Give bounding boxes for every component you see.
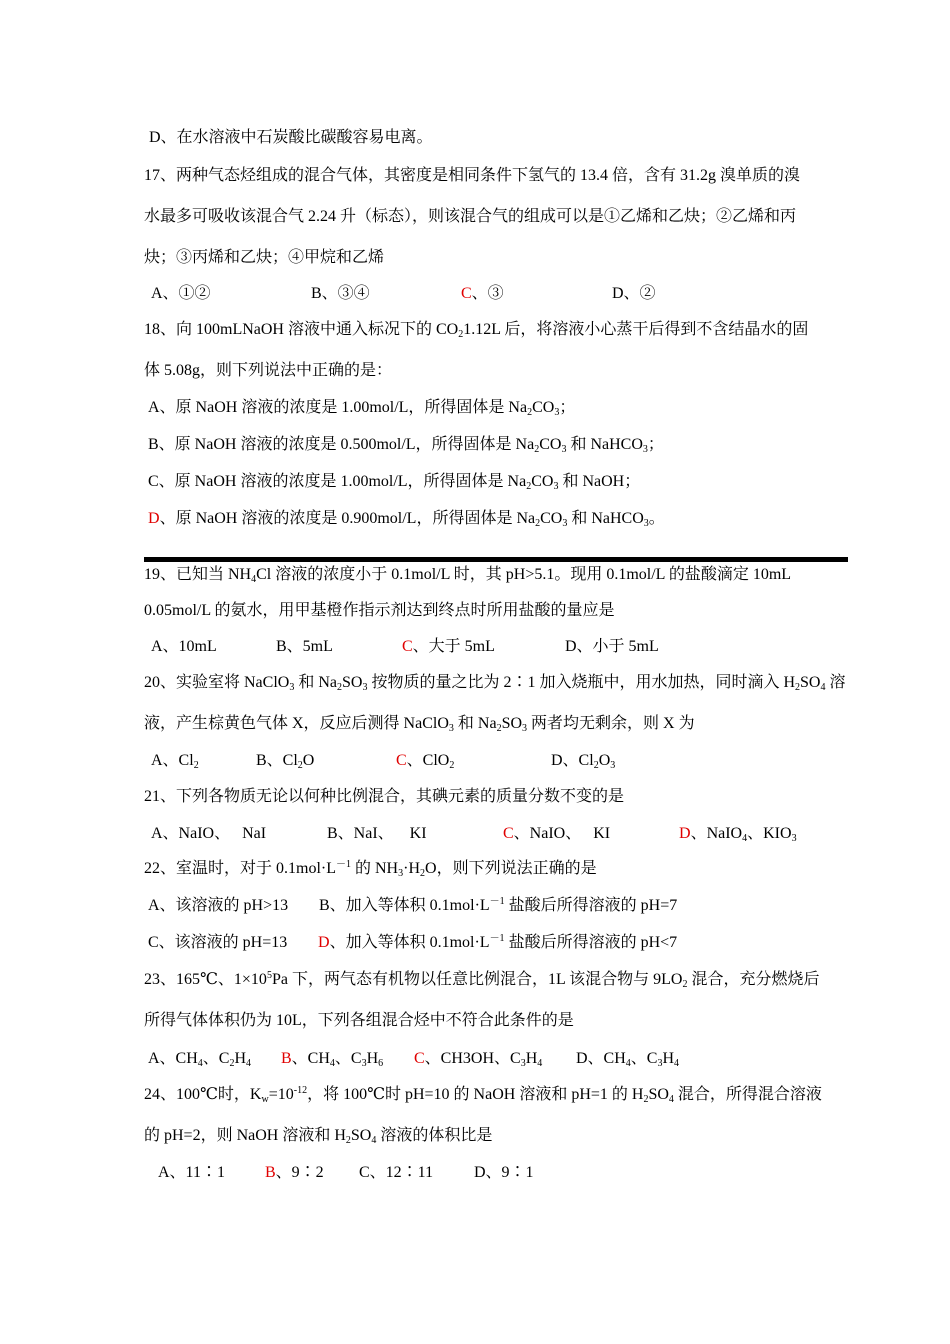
question-text: SO: [648, 1086, 669, 1103]
option-text: 盐酸后所得溶液的 pH<7: [504, 934, 678, 951]
question-text: 两者均无剩余，则 X 为: [527, 715, 695, 732]
subscript: 2: [593, 760, 599, 771]
subscript: 3: [362, 682, 368, 693]
option-text: 、③: [471, 285, 504, 302]
superscript: 5: [266, 970, 272, 981]
answer-marker: C: [503, 825, 514, 842]
q21-option-b: [327, 824, 427, 844]
subscript: 4: [251, 574, 257, 585]
question-text: 水最多可吸收该混合气 2.24 升（标态），则该混合气的组成可以是①乙烯和乙炔；②乙烯和丙: [144, 208, 797, 225]
q23-option-d: [576, 1049, 679, 1069]
subscript: 4: [625, 1058, 631, 1069]
option-text: D、9∶1: [474, 1164, 534, 1181]
answer-marker: D: [148, 510, 160, 527]
question-text: ，将 100℃时 pH=10 的 NaOH 溶液和 pH=1 的 H: [307, 1086, 644, 1103]
subscript: 3: [448, 723, 454, 734]
q17-stem-line-1: [144, 166, 800, 186]
option-text: 、加入等体积 0.1mol·L: [329, 934, 490, 951]
question-text: O，则下列说法正确的是: [425, 860, 597, 877]
subscript: w: [261, 1094, 269, 1105]
q18-option-a: [148, 398, 575, 418]
option-text: B、Cl: [256, 752, 298, 769]
q21-option-a: [151, 824, 266, 844]
q16-option-d: [149, 128, 433, 148]
subscript: 3: [553, 481, 559, 492]
question-text: 体 5.08g，则下列说法中正确的是：: [144, 362, 393, 379]
subscript: 3: [791, 833, 797, 844]
question-text: 1.12L 后，将溶液小心蒸干后得到不含结晶水的固: [463, 321, 809, 338]
option-text: D、在水溶液中石炭酸比碳酸容易电离。: [149, 129, 433, 146]
subscript: 2: [337, 682, 343, 693]
question-text: SO: [800, 674, 821, 691]
q24-option-a: [158, 1163, 225, 1183]
option-text: D、CH: [576, 1050, 626, 1067]
subscript: 2: [297, 760, 303, 771]
question-text: ·H: [403, 860, 421, 877]
option-text: CO: [539, 436, 562, 453]
question-text: 所得气体体积仍为 10L，下列各组混合烃中不符合此条件的是: [144, 1012, 574, 1029]
answer-marker: B: [265, 1164, 276, 1181]
option-text: C、该溶液的 pH=13: [148, 934, 288, 951]
question-text: SO: [350, 1127, 372, 1144]
answer-marker: D: [318, 934, 330, 951]
q20-option-a: [151, 751, 199, 771]
q24-option-c: [359, 1163, 433, 1183]
option-text: 、NaIO: [690, 825, 743, 842]
subscript: 3: [657, 1058, 663, 1069]
option-text: 、CH: [291, 1050, 330, 1067]
answer-marker: B: [281, 1050, 292, 1067]
subscript: 3: [642, 444, 648, 455]
option-text: D、小于 5mL: [565, 638, 659, 655]
question-text: 按物质的量之比为 2∶1 加入烧瓶中，用水加热，同时滴入 H: [367, 674, 796, 691]
q18-option-d: [148, 509, 665, 529]
subscript: 2: [229, 1058, 235, 1069]
subscript: 2: [496, 723, 502, 734]
question-text: 溶: [825, 674, 846, 691]
question-text: Cl 溶液的浓度小于 0.1mol/L 时，其 pH>5.1。现用 0.1mol/L 的盐酸滴定 10mL: [256, 566, 792, 583]
option-text: 。: [648, 510, 665, 527]
subscript: 4: [742, 833, 748, 844]
option-text: A、该溶液的 pH>13: [148, 897, 289, 914]
option-text: A、CH: [148, 1050, 198, 1067]
subscript: 2: [535, 518, 541, 529]
subscript: 4: [537, 1058, 543, 1069]
q20-stem-line-2: [144, 714, 695, 734]
option-text: 、C: [334, 1050, 362, 1067]
q18-stem-line-2: [144, 361, 392, 381]
q23-stem-line-1: [144, 970, 819, 990]
section-divider: [144, 557, 848, 562]
q19-option-a: [151, 637, 217, 657]
superscript: －1: [489, 896, 505, 907]
q17-option-d: [612, 284, 656, 304]
option-text: 和 NaHCO: [566, 436, 643, 453]
q17-option-b: [311, 284, 370, 304]
subscript: 2: [534, 444, 540, 455]
option-text: 、C: [630, 1050, 658, 1067]
subscript: 4: [197, 1058, 203, 1069]
option-text: 、9∶2: [275, 1164, 324, 1181]
question-text: SO: [342, 674, 363, 691]
option-text: B、③④: [311, 285, 370, 302]
subscript: 4: [674, 1058, 680, 1069]
option-text: C、12∶11: [359, 1164, 434, 1181]
option-text: H: [234, 1050, 247, 1067]
q22-option-b: [319, 896, 677, 916]
subscript: 3: [289, 682, 295, 693]
question-text: 17、两种气态烃组成的混合气体，其密度是相同条件下氢气的 13.4 倍，含有 31.2g 溴单质的溴: [144, 167, 801, 184]
question-text: 18、向 100mLNaOH 溶液中通入标况下的 CO: [144, 321, 459, 338]
q21-stem-line-1: [144, 787, 624, 807]
subscript: 2: [458, 329, 464, 340]
q17-option-a: [151, 284, 211, 304]
q22-option-c: [148, 933, 287, 953]
option-text: B、NaI、 KI: [327, 825, 427, 842]
q21-option-c: [503, 824, 610, 844]
question-text: =10: [268, 1086, 294, 1103]
question-text: 混合，所得混合溶液: [673, 1086, 822, 1103]
answer-marker: C: [414, 1050, 425, 1067]
option-text: A、11∶1: [158, 1164, 225, 1181]
option-text: A、①②: [151, 285, 211, 302]
option-text: ；: [647, 436, 664, 453]
subscript: 2: [526, 481, 532, 492]
option-text: CO: [531, 473, 554, 490]
option-text: A、原 NaOH 溶液的浓度是 1.00mol/L，所得固体是 Na: [148, 399, 528, 416]
q24-option-b: [265, 1163, 324, 1183]
option-text: H: [662, 1050, 675, 1067]
subscript: 2: [527, 407, 533, 418]
q19-option-c: [402, 637, 495, 657]
option-text: 盐酸后所得溶液的 pH=7: [504, 897, 678, 914]
question-text: 20、实验室将 NaClO: [144, 674, 290, 691]
answer-marker: C: [396, 752, 407, 769]
question-text: 溶液的体积比是: [376, 1127, 493, 1144]
subscript: 2: [643, 1094, 649, 1105]
question-text: Pa 下，两气态有机物以任意比例混合，1L 该混合物与 9LO: [271, 971, 683, 988]
subscript: 2: [682, 979, 688, 990]
option-text: ；: [559, 399, 576, 416]
option-text: H: [525, 1050, 538, 1067]
option-text: B、加入等体积 0.1mol·L: [319, 897, 490, 914]
option-text: 、ClO: [406, 752, 450, 769]
subscript: 3: [554, 407, 560, 418]
option-text: B、5mL: [276, 638, 333, 655]
q22-stem-line-1: [144, 859, 597, 879]
q23-option-c: [414, 1049, 542, 1069]
subscript: 2: [345, 1135, 351, 1146]
question-text: 0.05mol/L 的氨水，用甲基橙作指示剂达到终点时所用盐酸的量应是: [144, 602, 615, 619]
subscript: 3: [398, 868, 404, 879]
answer-marker: D: [679, 825, 691, 842]
subscript: 3: [361, 1058, 367, 1069]
option-text: 和 NaHCO: [567, 510, 644, 527]
subscript: 4: [668, 1094, 674, 1105]
subscript: 3: [610, 760, 616, 771]
q23-stem-line-2: [144, 1011, 574, 1031]
q19-option-b: [276, 637, 333, 657]
subscript: 3: [520, 1058, 526, 1069]
option-text: 、C: [202, 1050, 230, 1067]
q20-option-d: [551, 751, 615, 771]
answer-marker: C: [461, 285, 472, 302]
q19-stem-line-2: [144, 601, 615, 621]
subscript: 4: [329, 1058, 335, 1069]
question-text: 21、下列各物质无论以何种比例混合，其碘元素的质量分数不变的是: [144, 788, 625, 805]
option-text: 、NaIO、 KI: [513, 825, 611, 842]
q18-stem-line-1: [144, 320, 808, 340]
question-text: 24、100℃时，K: [144, 1086, 262, 1103]
q20-option-b: [256, 751, 314, 771]
q19-option-d: [565, 637, 659, 657]
question-text: 23、165℃、1×10: [144, 971, 267, 988]
option-text: 、大于 5mL: [412, 638, 495, 655]
option-text: A、Cl: [151, 752, 194, 769]
option-text: O: [302, 752, 315, 769]
q23-option-b: [281, 1049, 383, 1069]
answer-marker: C: [402, 638, 413, 655]
option-text: H: [366, 1050, 379, 1067]
q22-option-d: [318, 933, 677, 953]
option-text: D、②: [612, 285, 656, 302]
option-text: O: [598, 752, 611, 769]
question-text: 的 NH: [351, 860, 399, 877]
option-text: A、NaIO、 NaI: [151, 825, 267, 842]
q24-stem-line-1: [144, 1085, 822, 1105]
subscript: 4: [371, 1135, 377, 1146]
q18-option-c: [148, 472, 640, 492]
question-text: 炔；③丙烯和乙炔；④甲烷和乙烯: [144, 249, 385, 266]
subscript: 4: [820, 682, 826, 693]
subscript: 2: [795, 682, 801, 693]
question-text: SO: [501, 715, 523, 732]
q24-stem-line-2: [144, 1126, 492, 1146]
q17-stem-line-2: [144, 207, 796, 227]
question-text: 液，产生棕黄色气体 X，反应后测得 NaClO: [144, 715, 449, 732]
option-text: CO: [540, 510, 563, 527]
option-text: 、CH3OH、C: [424, 1050, 521, 1067]
subscript: 4: [246, 1058, 252, 1069]
option-text: A、10mL: [151, 638, 217, 655]
option-text: C、原 NaOH 溶液的浓度是 1.00mol/L，所得固体是 Na: [148, 473, 527, 490]
question-text: 混合，充分燃烧后: [687, 971, 820, 988]
question-text: 和 Na: [453, 715, 497, 732]
q22-option-a: [148, 896, 288, 916]
q19-stem-line-1: [144, 565, 791, 585]
subscript: 3: [561, 444, 567, 455]
subscript: 3: [562, 518, 568, 529]
q24-option-d: [474, 1163, 534, 1183]
option-text: B、原 NaOH 溶液的浓度是 0.500mol/L，所得固体是 Na: [148, 436, 535, 453]
subscript: 2: [420, 868, 426, 879]
question-text: 和 Na: [294, 674, 338, 691]
q21-option-d: [679, 824, 797, 844]
superscript: －1: [489, 933, 505, 944]
q17-stem-line-3: [144, 248, 384, 268]
question-text: 19、已知当 NH: [144, 566, 252, 583]
question-text: 的 pH=2，则 NaOH 溶液和 H: [144, 1127, 346, 1144]
option-text: D、Cl: [551, 752, 594, 769]
superscript: －1: [336, 859, 351, 870]
subscript: 3: [522, 723, 528, 734]
subscript: 2: [193, 760, 199, 771]
option-text: 、KIO: [747, 825, 792, 842]
option-text: 、原 NaOH 溶液的浓度是 0.900mol/L，所得固体是 Na: [159, 510, 536, 527]
subscript: 2: [449, 760, 455, 771]
subscript: 6: [378, 1058, 384, 1069]
option-text: 和 NaOH；: [558, 473, 641, 490]
superscript: -12: [293, 1085, 308, 1096]
q20-stem-line-1: [144, 673, 846, 693]
question-text: 22、室温时，对于 0.1mol·L: [144, 860, 336, 877]
q17-option-c: [461, 284, 504, 304]
subscript: 3: [643, 518, 649, 529]
option-text: CO: [532, 399, 555, 416]
q18-option-b: [148, 435, 664, 455]
q20-option-c: [396, 751, 454, 771]
q23-option-a: [148, 1049, 251, 1069]
